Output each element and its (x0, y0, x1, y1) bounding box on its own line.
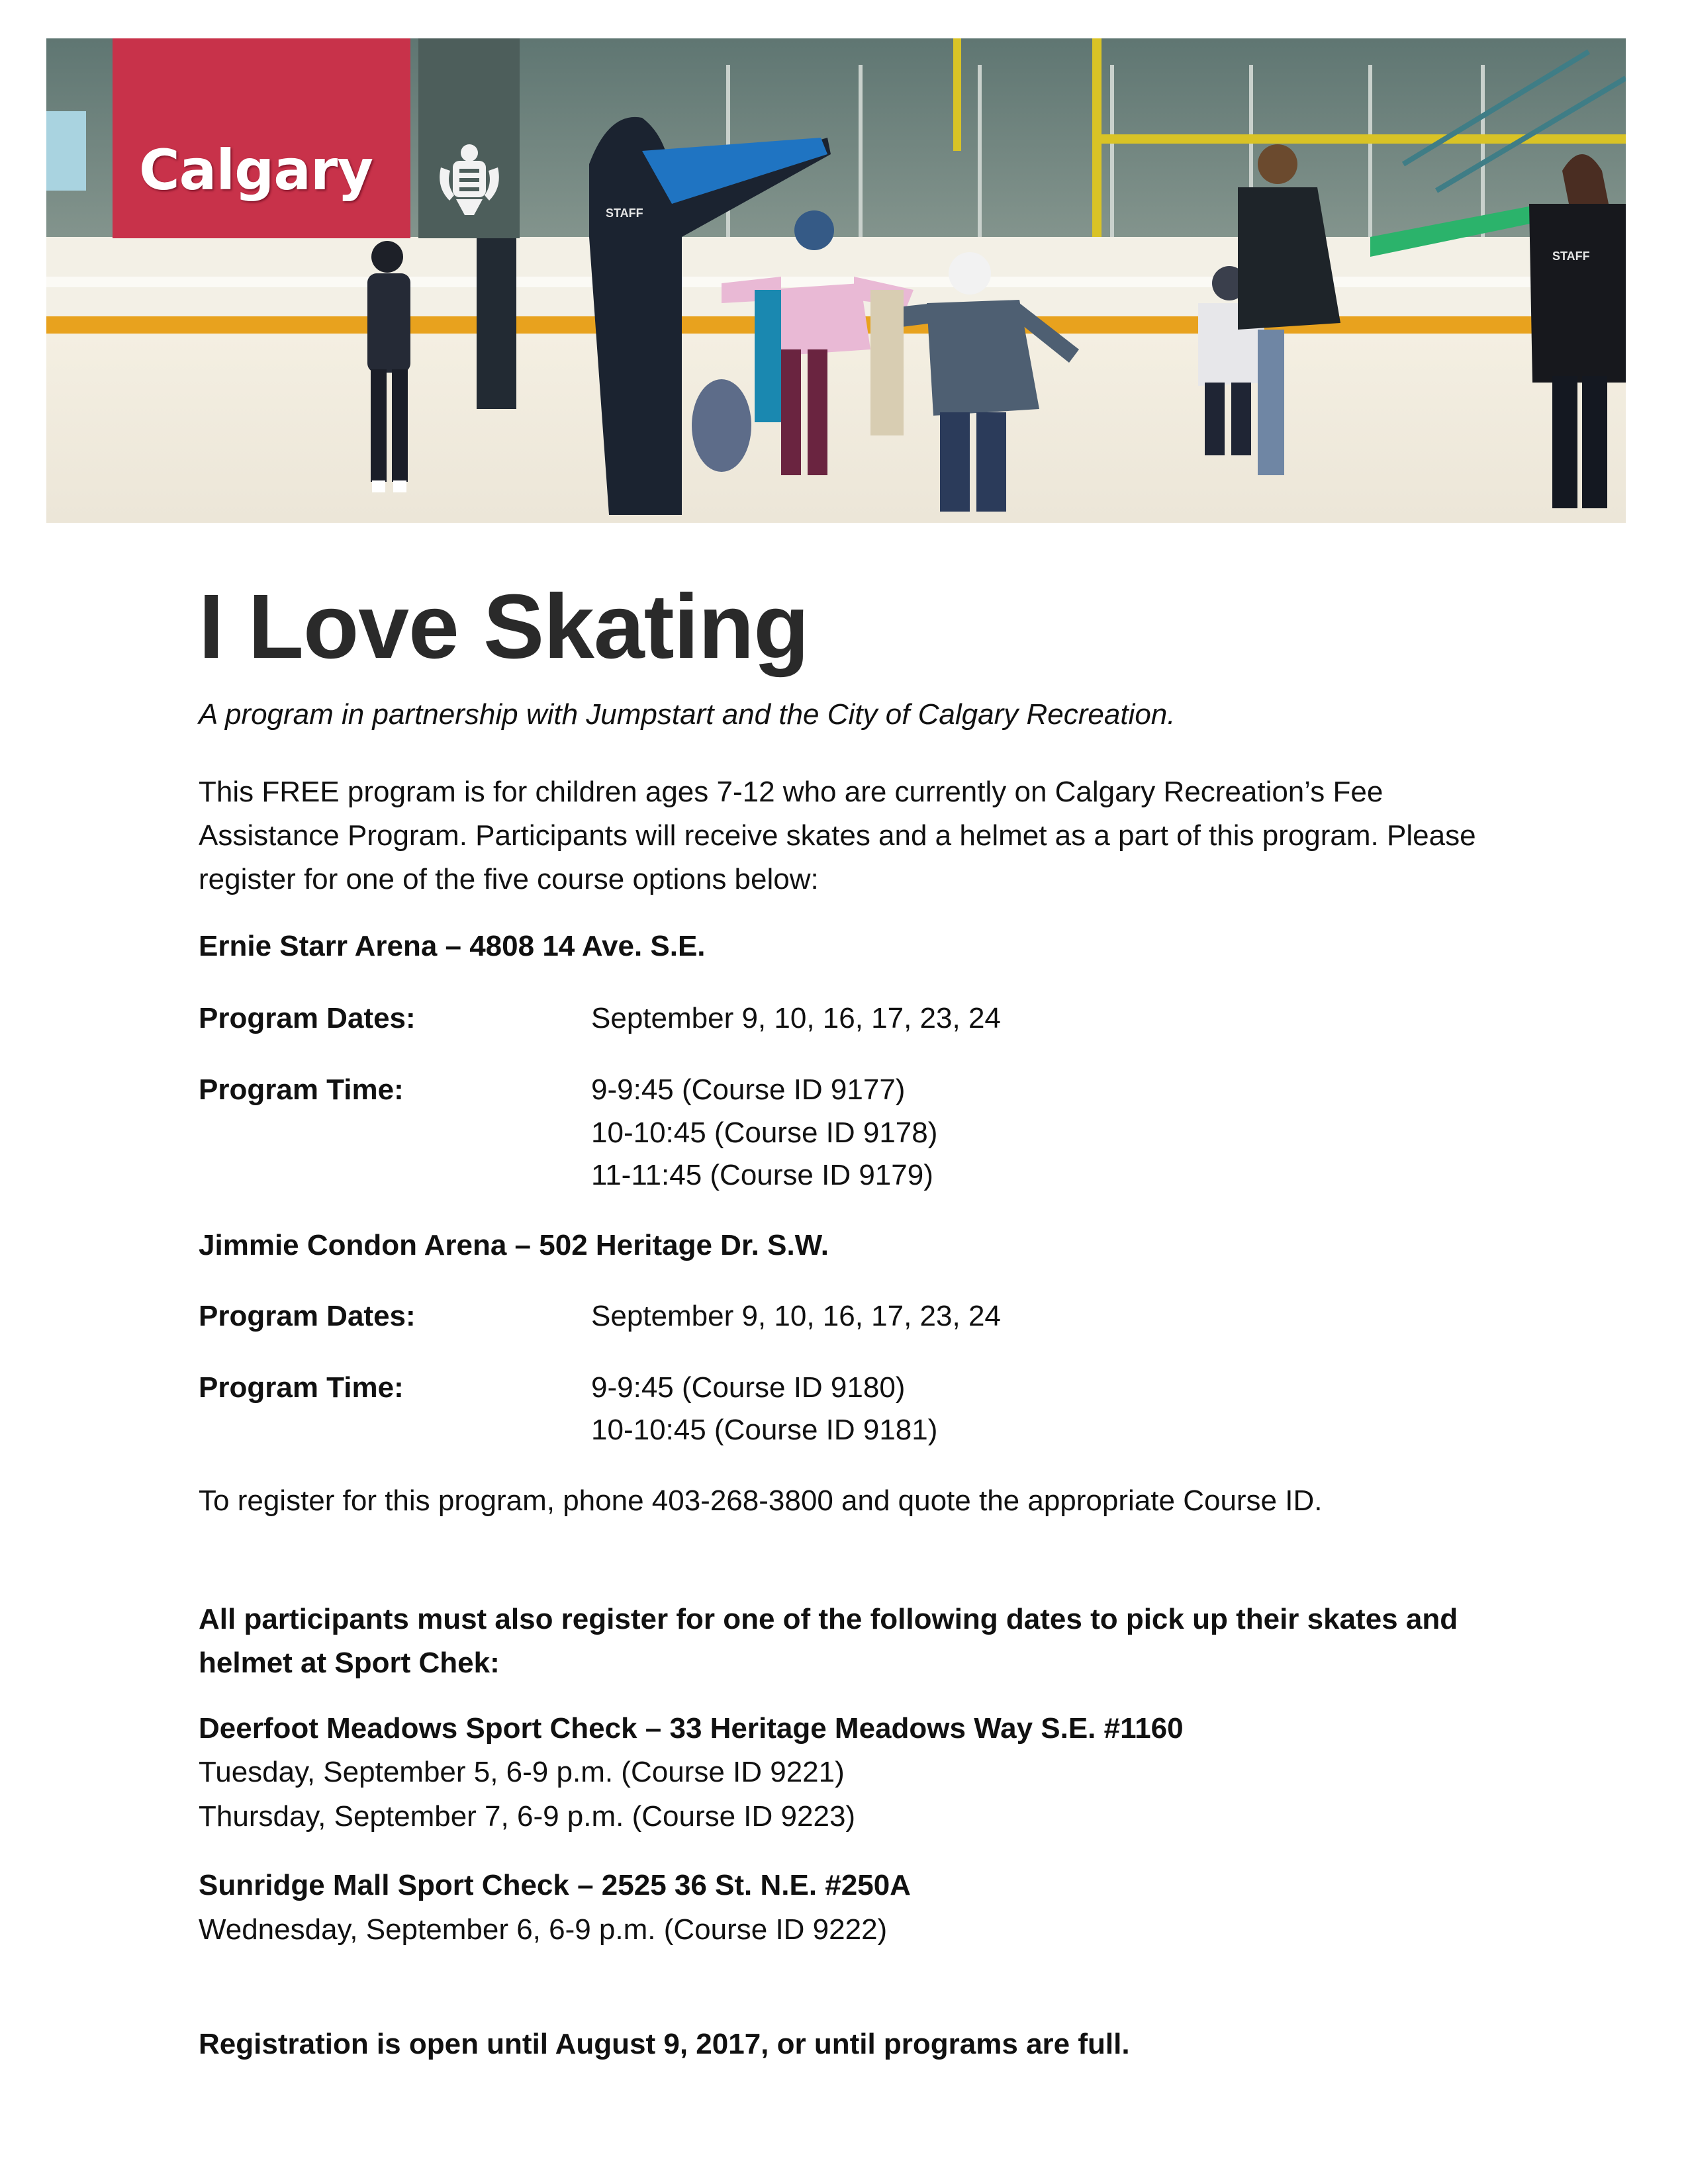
calgary-logo (113, 38, 410, 238)
time-value: 9-9:45 (Course ID 9177) (591, 1073, 906, 1106)
pickup-intro: All participants must also register for one of the following dates to pick up their skates and helmet at Sport Chek: (199, 1603, 1458, 1679)
header-photo (46, 38, 1626, 523)
logo-text: Calgary (139, 138, 373, 203)
time-value: 10-10:45 (Course ID 9181) (591, 1414, 938, 1446)
location-heading: Jimmie Condon Arena – 502 Heritage Dr. S.W. (199, 1229, 829, 1261)
dates-value: September 9, 10, 16, 17, 23, 24 (591, 1300, 1001, 1332)
location-heading: Ernie Starr Arena – 4808 14 Ave. S.E. (199, 930, 706, 962)
pickup-heading: Sunridge Mall Sport Check – 2525 36 St. N.E. #250A (199, 1869, 911, 1901)
time-value: 11-11:45 (Course ID 9179) (591, 1159, 933, 1191)
register-note: To register for this program, phone 403-268-3800 and quote the appropriate Course ID. (199, 1484, 1323, 1517)
subtitle: A program in partnership with Jumpstart and the City of Calgary Recreation. (199, 698, 1176, 731)
crest-panel (418, 38, 520, 238)
staff-label-2: STAFF (1552, 250, 1590, 263)
crest-icon (433, 141, 506, 220)
time-value: 10-10:45 (Course ID 9178) (591, 1116, 938, 1149)
dates-value: September 9, 10, 16, 17, 23, 24 (591, 1002, 1001, 1034)
intro-paragraph: This FREE program is for children ages 7-12 who are currently on Calgary Recreation’s Fee Assistance Program. Participants will receive skates and a helmet as a part of this program. Please register for one of the five course options below: (199, 776, 1476, 895)
time-label: Program Time: (199, 1371, 404, 1404)
time-label: Program Time: (199, 1073, 404, 1106)
registration-deadline: Registration is open until August 9, 2017, or until programs are full. (199, 2028, 1130, 2060)
pickup-heading: Deerfoot Meadows Sport Check – 33 Heritage Meadows Way S.E. #1160 (199, 1712, 1184, 1745)
page-title: I Love Skating (199, 576, 809, 678)
pickup-session: Thursday, September 7, 6-9 p.m. (Course ID 9223) (199, 1800, 856, 1833)
staff-label: STAFF (606, 206, 643, 220)
dates-label: Program Dates: (199, 1002, 416, 1034)
pickup-session: Tuesday, September 5, 6-9 p.m. (Course ID 9221) (199, 1756, 845, 1788)
time-value: 9-9:45 (Course ID 9180) (591, 1371, 906, 1404)
dates-label: Program Dates: (199, 1300, 416, 1332)
pickup-session: Wednesday, September 6, 6-9 p.m. (Course ID 9222) (199, 1913, 888, 1946)
